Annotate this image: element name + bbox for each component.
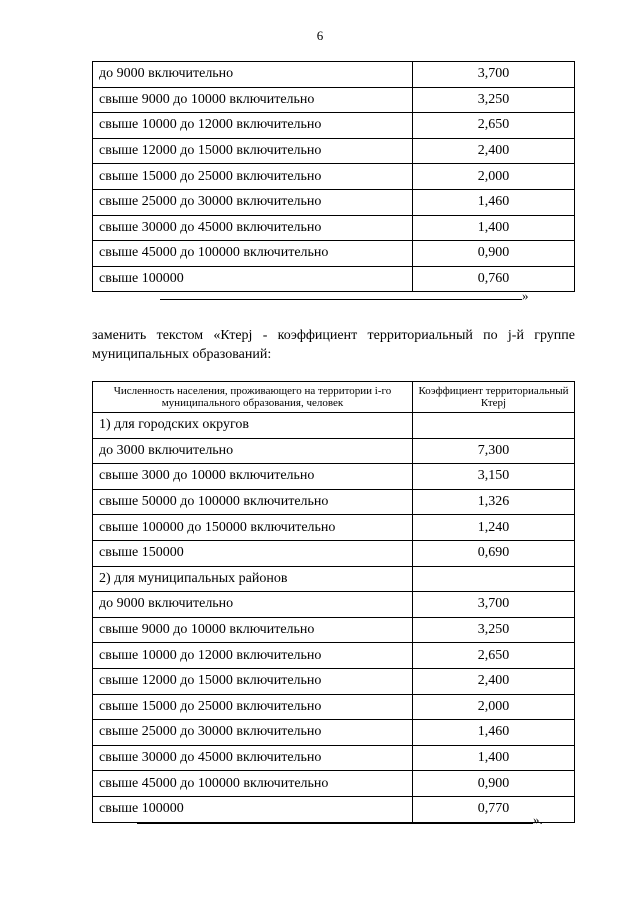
coefficient-value: 1,400 [413, 745, 575, 771]
population-range: свыше 100000 [93, 266, 413, 292]
table-row [93, 241, 575, 267]
population-range: до 3000 включительно [93, 438, 413, 464]
table-row [93, 694, 575, 720]
coefficient-value: 1,240 [413, 515, 575, 541]
table-row [93, 745, 575, 771]
coefficient-table-new [92, 381, 575, 823]
population-range: свыше 3000 до 10000 включительно [93, 464, 413, 490]
coefficient-value: 1,400 [413, 215, 575, 241]
coefficient-value: 1,460 [413, 720, 575, 746]
coefficient-value: 2,650 [413, 643, 575, 669]
population-range: свыше 30000 до 45000 включительно [93, 745, 413, 771]
table-row [93, 515, 575, 541]
population-range: свыше 10000 до 12000 включительно [93, 113, 413, 139]
coefficient-value: 2,400 [413, 668, 575, 694]
table2-end-line [137, 812, 543, 828]
section-label: 1) для городских округов [93, 413, 413, 439]
underline-rule [137, 813, 533, 824]
coefficient-value: 0,900 [413, 241, 575, 267]
table-row [93, 617, 575, 643]
table-row [93, 113, 575, 139]
table-row [93, 720, 575, 746]
population-range: свыше 45000 до 100000 включительно [93, 771, 413, 797]
population-range: свыше 45000 до 100000 включительно [93, 241, 413, 267]
table-row [93, 540, 575, 566]
table-row [93, 643, 575, 669]
coefficient-value: 1,326 [413, 489, 575, 515]
table-row [93, 438, 575, 464]
population-range: свыше 100000 [93, 796, 413, 822]
table-header-row [93, 382, 575, 413]
table-row [93, 189, 575, 215]
coefficient-value: 0,900 [413, 771, 575, 797]
population-range: до 9000 включительно [93, 62, 413, 88]
coefficient-value: 1,460 [413, 189, 575, 215]
table-row [93, 164, 575, 190]
coefficient-value: 2,000 [413, 694, 575, 720]
page-number: 6 [316, 28, 324, 43]
coefficient-value: 7,300 [413, 438, 575, 464]
coefficient-table-old [92, 61, 575, 292]
population-range: свыше 9000 до 10000 включительно [93, 617, 413, 643]
coefficient-value: 3,250 [413, 617, 575, 643]
coefficient-value: 0,770 [413, 796, 575, 822]
coefficient-value: 2,000 [413, 164, 575, 190]
section-label: 2) для муниципальных районов [93, 566, 413, 592]
underline-rule [160, 289, 522, 300]
table-row [93, 668, 575, 694]
replacement-instruction: заменить текстом «Ктерj - коэффициент территориальный по j-й группе муниципальных образований: [92, 328, 575, 362]
header-coefficient: Коэффициент территориальный Ктерj [413, 382, 575, 413]
closing-quote: » [522, 288, 529, 303]
coefficient-value: 3,700 [413, 62, 575, 88]
closing-quote: ». [533, 812, 543, 827]
population-range: свыше 10000 до 12000 включительно [93, 643, 413, 669]
population-range: свыше 150000 [93, 540, 413, 566]
coefficient-value: 0,760 [413, 266, 575, 292]
table1-end-line [160, 288, 529, 304]
population-range: свыше 25000 до 30000 включительно [93, 720, 413, 746]
coefficient-value [413, 566, 575, 592]
header-population: Численность населения, проживающего на территории i-го муниципального образования, человек [93, 382, 413, 413]
table-row [93, 87, 575, 113]
coefficient-value: 0,690 [413, 540, 575, 566]
table-row [93, 215, 575, 241]
section-header-row [93, 566, 575, 592]
coefficient-value: 2,650 [413, 113, 575, 139]
coefficient-value: 3,250 [413, 87, 575, 113]
coefficient-value: 2,400 [413, 138, 575, 164]
section-header-row [93, 413, 575, 439]
population-range: свыше 100000 до 150000 включительно [93, 515, 413, 541]
table-row [93, 138, 575, 164]
population-range: свыше 30000 до 45000 включительно [93, 215, 413, 241]
population-range: до 9000 включительно [93, 592, 413, 618]
population-range: свыше 9000 до 10000 включительно [93, 87, 413, 113]
coefficient-value [413, 413, 575, 439]
coefficient-value: 3,700 [413, 592, 575, 618]
table-row [93, 771, 575, 797]
population-range: свыше 15000 до 25000 включительно [93, 694, 413, 720]
coefficient-value: 3,150 [413, 464, 575, 490]
population-range: свыше 50000 до 100000 включительно [93, 489, 413, 515]
table-row [93, 62, 575, 88]
population-range: свыше 25000 до 30000 включительно [93, 189, 413, 215]
table-row [93, 592, 575, 618]
population-range: свыше 12000 до 15000 включительно [93, 138, 413, 164]
table-row [93, 489, 575, 515]
table-row [93, 464, 575, 490]
population-range: свыше 12000 до 15000 включительно [93, 668, 413, 694]
population-range: свыше 15000 до 25000 включительно [93, 164, 413, 190]
